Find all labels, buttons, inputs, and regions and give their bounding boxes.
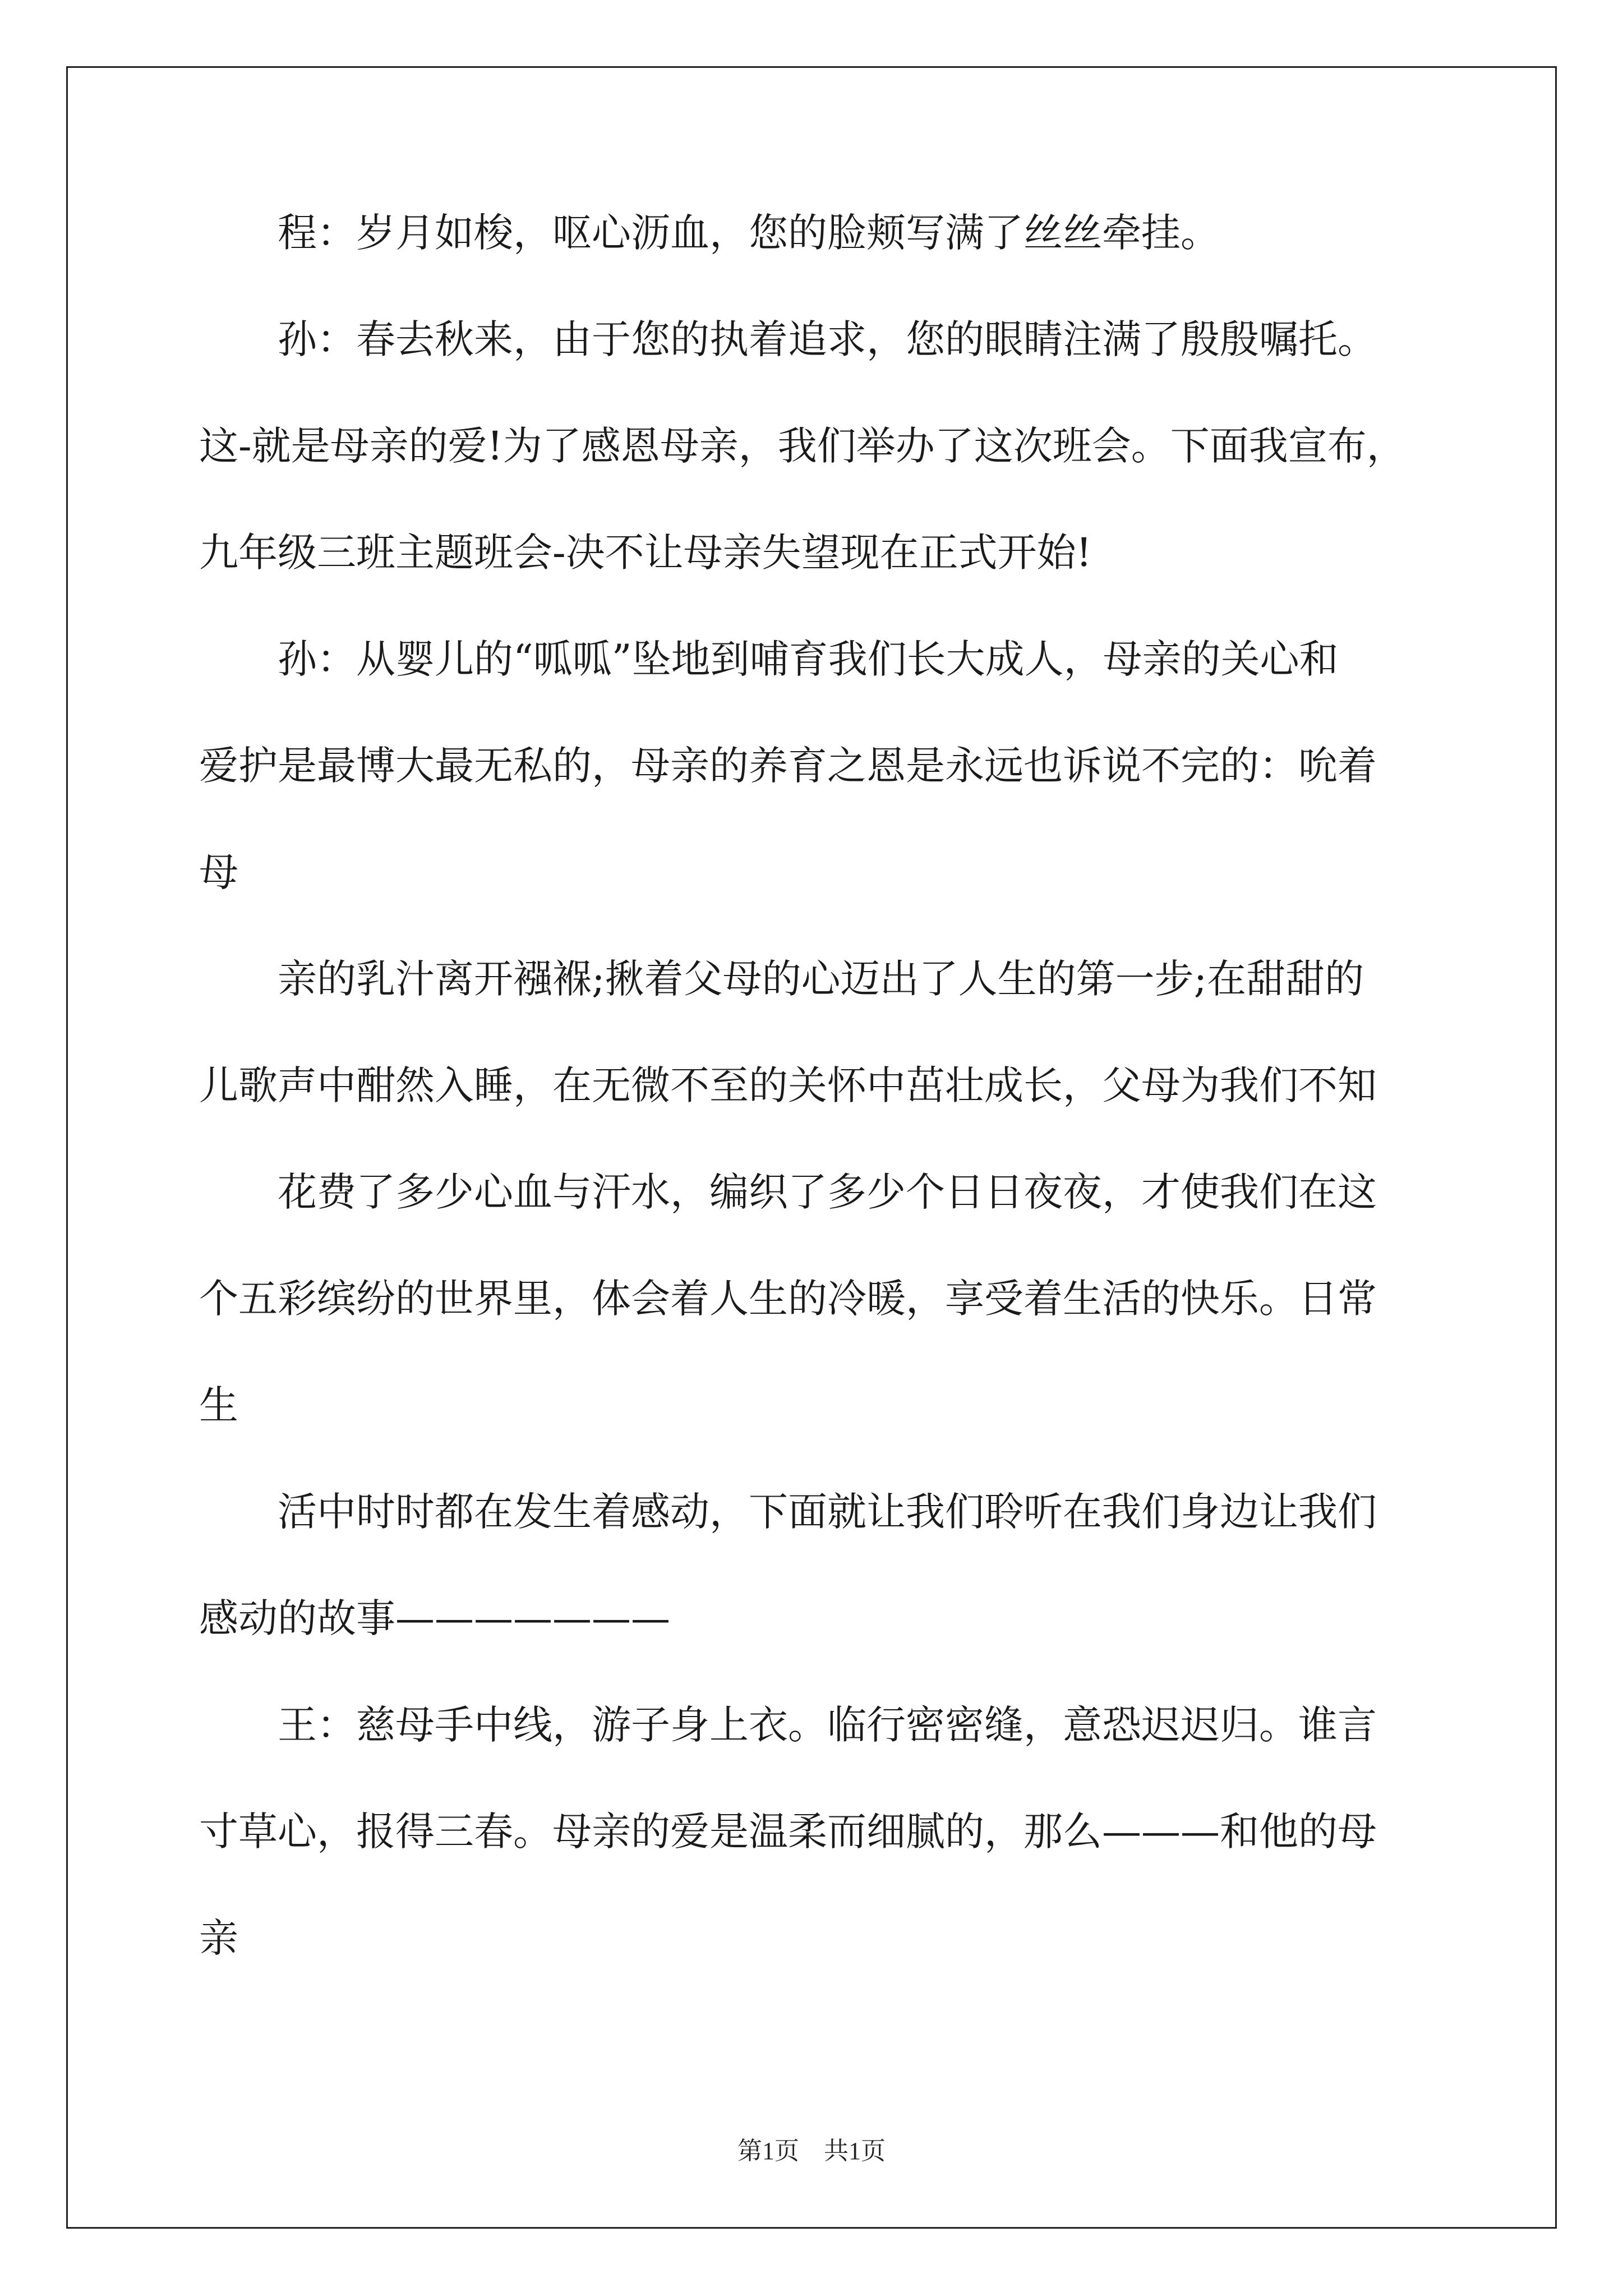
- text-line: 感动的故事———————: [199, 1595, 670, 1641]
- page-footer: [0, 2131, 1623, 2166]
- text-line: 孙：从婴儿的“呱呱”坠地到哺育我们长大成人，母亲的关心和: [278, 636, 1339, 682]
- text-line: 寸草心，报得三春。母亲的爱是温柔而细腻的，那么———和他的母: [199, 1809, 1377, 1855]
- text-line: 这-就是母亲的爱!为了感恩母亲，我们举办了这次班会。下面我宣布，: [199, 423, 1406, 469]
- text-line: 程：岁月如梭，呕心沥血，您的脸颊写满了丝丝牵挂。: [278, 210, 1220, 256]
- text-line: 儿歌声中酣然入睡，在无微不至的关怀中茁壮成长，父母为我们不知: [199, 1062, 1377, 1108]
- text-line: 九年级三班主题班会-决不让母亲失望现在正式开始!: [199, 530, 1092, 576]
- text-line: 生: [199, 1382, 238, 1428]
- text-line: 亲的乳汁离开襁褓;揪着父母的心迈出了人生的第一步;在甜甜的: [278, 956, 1364, 1002]
- page-total: 共1页: [824, 2137, 886, 2165]
- text-line: 亲: [199, 1915, 238, 1961]
- page-border: [66, 66, 1557, 2229]
- text-line: 王：慈母手中线，游子身上衣。临行密密缝，意恐迟迟归。谁言: [278, 1702, 1377, 1748]
- page-number: 第1页: [737, 2137, 799, 2165]
- text-line: 孙：春去秋来，由于您的执着追求，您的眼睛注满了殷殷嘱托。: [278, 316, 1377, 362]
- text-line: 个五彩缤纷的世界里，体会着人生的冷暖，享受着生活的快乐。日常: [199, 1276, 1377, 1322]
- text-line: 母: [199, 849, 238, 895]
- text-line: 活中时时都在发生着感动，下面就让我们聆听在我们身边让我们: [278, 1489, 1377, 1535]
- text-line: 爱护是最博大最无私的，母亲的养育之恩是永远也诉说不完的：吮着: [199, 743, 1377, 789]
- text-line: 花费了多少心血与汗水，编织了多少个日日夜夜，才使我们在这: [278, 1169, 1377, 1215]
